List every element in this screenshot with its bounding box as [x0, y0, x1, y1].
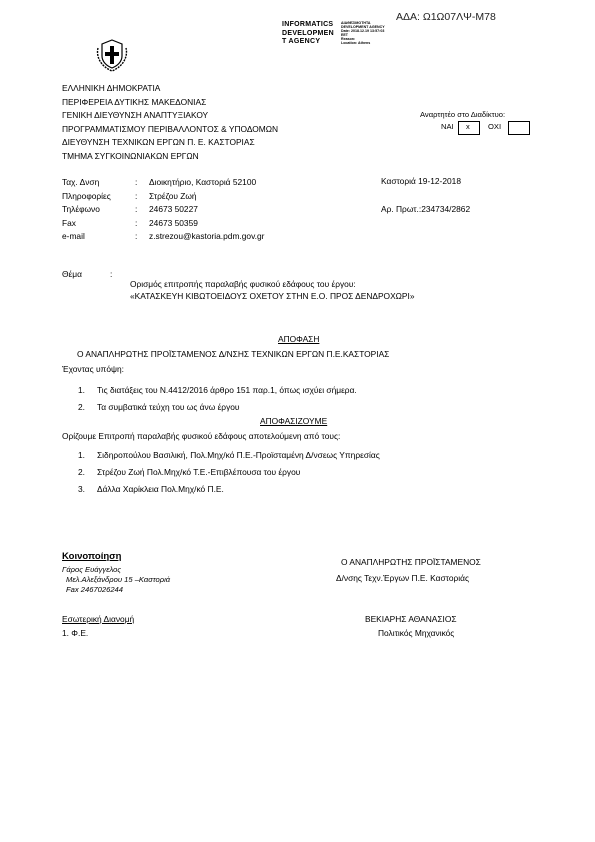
protocol-number: Αρ. Πρωτ.:234734/2862 [381, 204, 471, 214]
agency-detail: DEVELOPMENT AGENCY [341, 25, 385, 29]
agency-detail: Reason: [341, 37, 356, 41]
ada-code: ΑΔΑ: Ω1Ω07ΛΨ-Μ78 [396, 11, 496, 23]
decision-issuer: Ο ΑΝΑΠΛΗΡΩΤΗΣ ΠΡΟΪΣΤΑΜΕΝΟΣ Δ/ΝΣΗΣ ΤΕΧΝΙΚΩΝ ΕΡΓΩΝ Π.Ε.ΚΑΣΤΟΡΙΑΣ [77, 349, 390, 359]
contact-sep: : [135, 217, 138, 228]
contact-block [62, 176, 264, 244]
list-item [78, 464, 380, 481]
greek-emblem-icon [94, 38, 130, 72]
issuer-header [62, 82, 278, 164]
no-label: ΟΧΙ [488, 122, 502, 131]
list-number: 1. [78, 385, 85, 395]
list-number: 3. [78, 484, 85, 494]
list-text: Τα συμβατικά τεύχη του ως άνω έργου [97, 402, 240, 412]
recipient-line: Μελ.Αλεξάνδρου 15 –Καστοριά [66, 575, 171, 584]
document-date: Καστοριά 19-12-2018 [381, 176, 461, 186]
header-line: ΕΛΛΗΝΙΚΗ ΔΗΜΟΚΡΑΤΙΑ [62, 83, 161, 93]
email-link[interactable]: z.strezou@kastoria.pdm.gov.gr [149, 231, 265, 242]
contact-value: Διοικητήριο, Καστοριά 52100 [149, 177, 257, 187]
subject-label: Θέμα [62, 269, 82, 279]
no-checkbox[interactable] [508, 121, 530, 135]
yes-checkbox[interactable] [458, 121, 480, 135]
define-text: Ορίζουμε Επιτροπή παραλαβής φυσικού εδάφους αποτελούμενη από τους: [62, 431, 341, 441]
members-list [78, 447, 380, 498]
list-number: 2. [78, 402, 85, 412]
header-line: ΔΙΕΥΘΥΝΣΗ ΤΕΧΝΙΚΩΝ ΕΡΓΩΝ Π. Ε. ΚΑΣΤΟΡΙΑΣ [62, 137, 255, 148]
list-item [78, 382, 357, 399]
signature-title: Πολιτικός Μηχανικός [378, 628, 455, 638]
contact-label: Fax [62, 217, 76, 228]
list-text: Σιδηροπούλου Βασιλική, Πολ.Μηχ/κό Π.Ε.-Προϊσταμένη Δ/νσεως Υπηρεσίας [97, 450, 380, 460]
contact-sep: : [135, 204, 138, 215]
contact-sep: : [135, 231, 138, 242]
list-number: 2. [78, 467, 85, 477]
signature-name: ΒΕΚΙΑΡΗΣ ΑΘΑΝΑΣΙΟΣ [365, 614, 457, 624]
list-number: 1. [78, 450, 85, 460]
yes-mark: x [466, 122, 470, 131]
subject-colon: : [110, 269, 113, 279]
list-text: Δάλλα Χαρίκλεια Πολ.Μηχ/κό Π.Ε. [97, 484, 224, 494]
contact-row [62, 230, 264, 244]
signature-dept: Δ/νσης Τεχν.Έργων Π.Ε. Καστοριάς [336, 573, 470, 583]
contact-row [62, 176, 264, 190]
agency-detail: Date: 2018.12.19 13:57:03 [341, 29, 385, 33]
agency-line: INFORMATICS [282, 21, 334, 28]
internal-distribution-item: 1. Φ.Ε. [62, 628, 89, 638]
subject-line: Ορισμός επιτροπής παραλαβής φυσικού εδάφους του έργου: [130, 279, 356, 289]
agency-line: DEVELOPMEN [282, 29, 335, 37]
subject-text [130, 278, 414, 302]
contact-row [62, 190, 264, 204]
recipient-line: Γάρος Ευάγγελος [62, 565, 122, 574]
decision-title: ΑΠΟΦΑΣΗ [278, 334, 320, 344]
list-item [78, 481, 380, 498]
header-line: ΤΜΗΜΑ ΣΥΓΚΟΙΝΩΝΙΑΚΩΝ ΕΡΓΩΝ [62, 150, 199, 161]
agency-detail: ΔΙΑΘΕΣΙΜΟΤΗΤΑ [341, 21, 371, 25]
agency-line: T AGENCY [282, 38, 321, 45]
web-post-label: Αναρτητέο στο Διαδίκτυο: [420, 110, 506, 119]
contact-value: 24673 50227 [149, 204, 198, 215]
notification-recipient [62, 565, 170, 595]
agency-stamp-details [341, 21, 385, 45]
header-line: ΠΕΡΙΦΕΡΕΙΑ ΔΥΤΙΚΗΣ ΜΑΚΕΔΟΝΙΑΣ [62, 96, 207, 107]
header-line: ΓΕΝΙΚΗ ΔΙΕΥΘΥΝΣΗ ΑΝΑΠΤΥΞΙΑΚΟΥ [62, 110, 209, 121]
considerations-list [78, 382, 357, 416]
contact-row [62, 203, 264, 217]
yes-label: ΝΑΙ [441, 122, 454, 131]
agency-stamp [282, 21, 334, 47]
contact-sep: : [135, 177, 138, 187]
recipient-line: Fax 2467026244 [66, 585, 124, 594]
contact-value: Στρέζου Ζωή [149, 190, 197, 201]
contact-label: Τηλέφωνο [62, 204, 100, 215]
contact-value: 24673 50359 [149, 217, 198, 228]
list-item [78, 399, 357, 416]
contact-sep: : [135, 190, 138, 201]
decide-title: ΑΠΟΦΑΣΙΖΟΥΜΕ [260, 416, 328, 426]
contact-label: Ταχ. Δνση [62, 177, 100, 187]
list-item [78, 447, 380, 464]
subject-line: «ΚΑΤΑΣΚΕΥΗ ΚΙΒΩΤΟΕΙΔΟΥΣ ΟΧΕΤΟΥ ΣΤΗΝ Ε.Ο. ΠΡΟΣ ΔΕΝΔΡΟΧΩΡΙ» [130, 291, 415, 301]
agency-detail: EET [341, 33, 348, 37]
internal-distribution-title: Εσωτερική Διανομή [62, 614, 135, 624]
contact-label: Πληροφορίες [62, 190, 111, 201]
header-line: ΠΡΟΓΡΑΜΜΑΤΙΣΜΟΥ ΠΕΡΙΒΑΛΛΟΝΤΟΣ & ΥΠΟΔΟΜΩΝ [62, 123, 279, 134]
agency-detail: Location: Athens [341, 41, 371, 45]
signature-role: Ο ΑΝΑΠΛΗΡΩΤΗΣ ΠΡΟΪΣΤΑΜΕΝΟΣ [341, 557, 481, 567]
contact-label: e-mail [62, 231, 85, 242]
list-text: Τις διατάξεις του Ν.4412/2016 άρθρο 151 παρ.1, όπως ισχύει σήμερα. [97, 385, 357, 395]
considering-label: Έχοντας υπόψη: [62, 364, 124, 374]
notification-title: Κοινοποίηση [62, 551, 122, 562]
contact-row [62, 217, 264, 231]
list-text: Στρέζου Ζωή Πολ.Μηχ/κό Τ.Ε.-Επιβλέπουσα του έργου [97, 467, 301, 477]
